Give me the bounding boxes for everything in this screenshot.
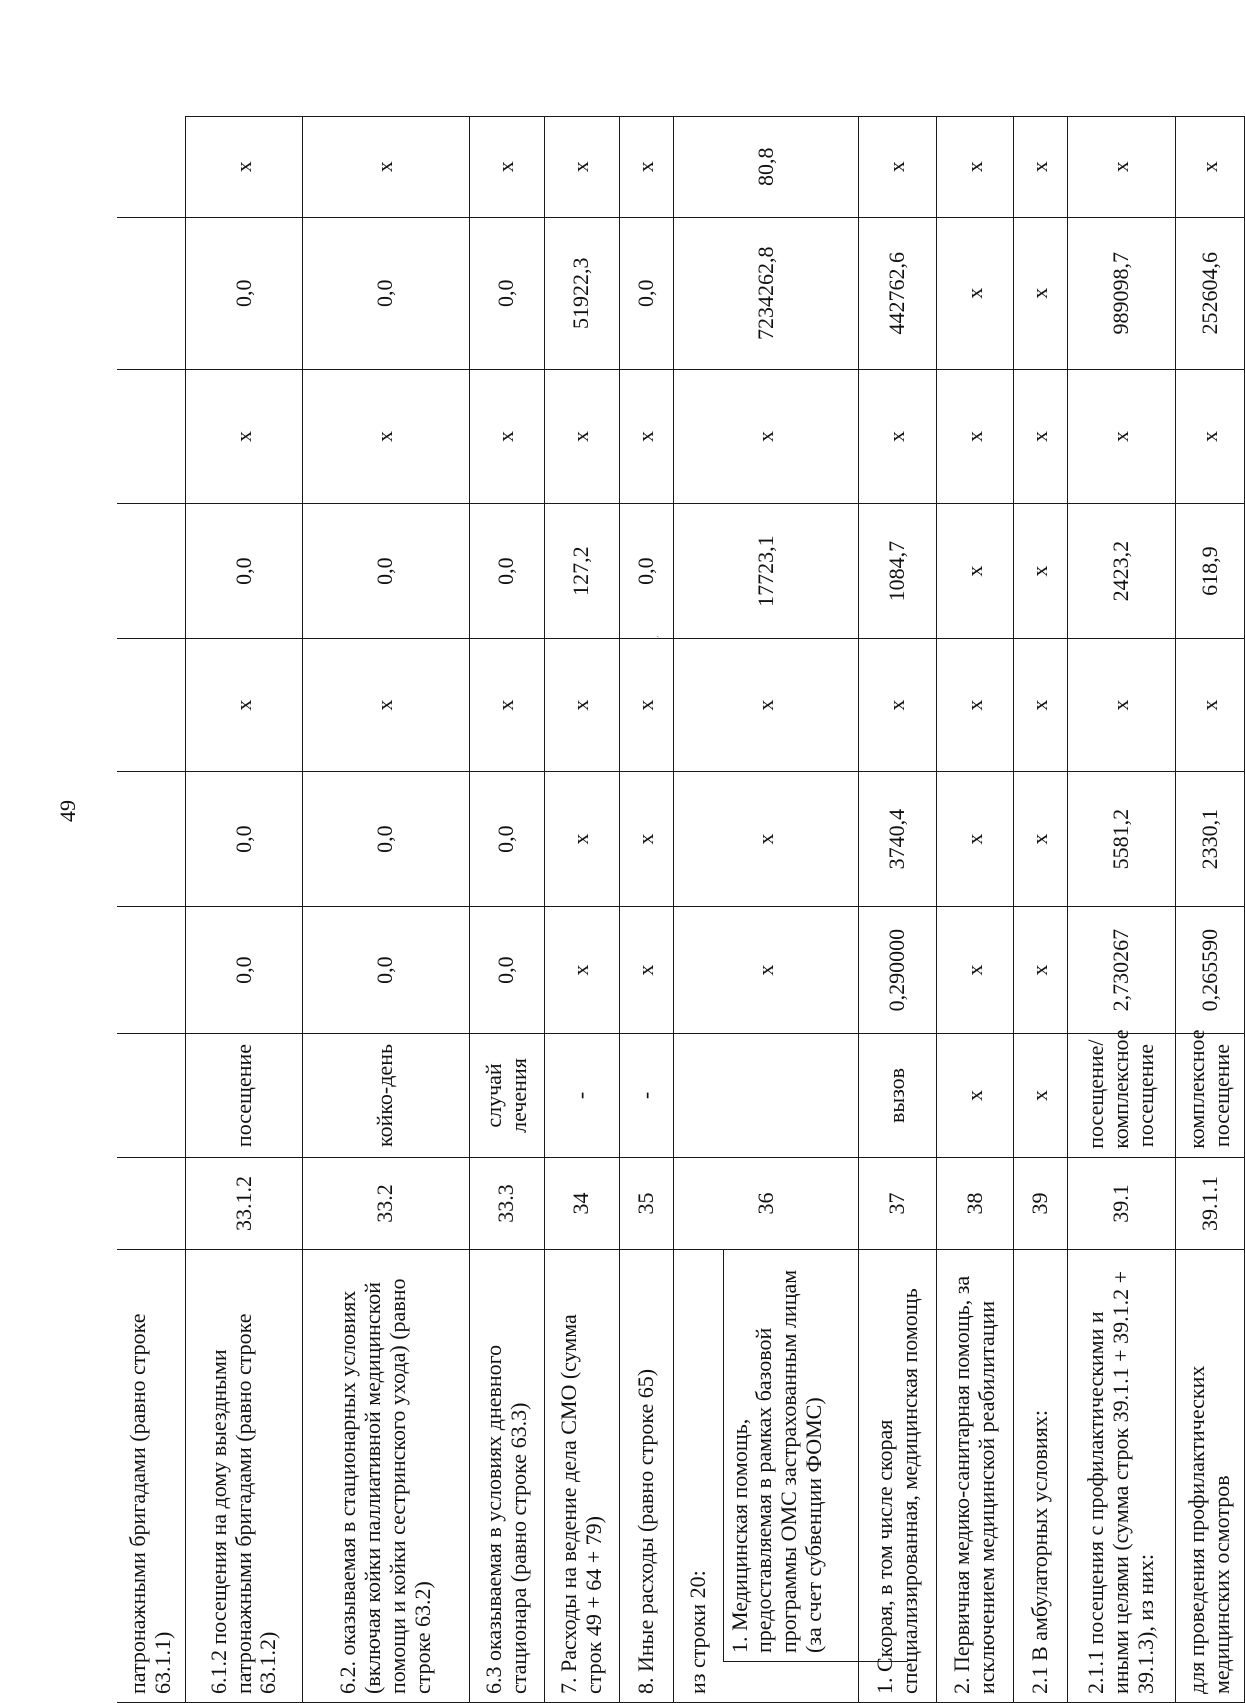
cell-c7: х xyxy=(1014,370,1068,504)
cell-c5: х xyxy=(619,639,673,772)
cell-c8: 51922,3 xyxy=(544,217,619,369)
cell-c4: 3740,4 xyxy=(859,771,936,906)
row-name xyxy=(673,1250,859,1703)
cell-unit: посещение/комплексное посещение xyxy=(1068,1034,1176,1158)
cell-code: 33.2 xyxy=(303,1157,470,1249)
cell-c3: х xyxy=(673,907,859,1034)
table-row xyxy=(1014,117,1068,1703)
row-name: 1. Скорая, в том числе скорая специализированная, медицинская помощь xyxy=(859,1250,936,1703)
cell-c9: х xyxy=(1014,117,1068,218)
cell-code: 33.3 xyxy=(469,1157,544,1249)
cell-c9: х xyxy=(1068,117,1176,218)
cell-code xyxy=(117,1157,185,1249)
cell-c4 xyxy=(117,771,185,906)
cell-c4: 0,0 xyxy=(469,771,544,906)
cell-c9: 80,8 xyxy=(673,117,859,218)
cell-c9: х xyxy=(1176,117,1245,218)
cell-c5 xyxy=(117,639,185,772)
cell-c7: х xyxy=(1068,370,1176,504)
cell-c8 xyxy=(117,217,185,369)
row-name: 6.1.2 посещения на дому выездными патронажными бригадами (равно строке 63.1.2) xyxy=(185,1250,302,1703)
cell-c8: 442762,6 xyxy=(859,217,936,369)
cell-c9: х xyxy=(185,117,302,218)
cell-c4: х xyxy=(1014,771,1068,906)
cell-c3: 0,290000 xyxy=(859,907,936,1034)
cell-c8: 0,0 xyxy=(469,217,544,369)
cell-c6: 1084,7 xyxy=(859,504,936,639)
cell-c3: х xyxy=(1014,907,1068,1034)
cell-c3: 0,0 xyxy=(185,907,302,1034)
cell-c7: х xyxy=(619,370,673,504)
cell-unit: посещение xyxy=(185,1034,302,1158)
data-table xyxy=(117,116,1245,1703)
cell-code: 34 xyxy=(544,1157,619,1249)
cell-c5: х xyxy=(1176,639,1245,772)
cell-c9: х xyxy=(859,117,936,218)
cell-c9: х xyxy=(936,117,1013,218)
row-name: 2.1.1 посещения с профилактическими и иными целями (сумма строк 39.1.1 + 39.1.2 + 39.1.3), из них: xyxy=(1068,1250,1176,1703)
table-row xyxy=(673,117,859,1703)
cell-c3: х xyxy=(936,907,1013,1034)
cell-c6: х xyxy=(1014,504,1068,639)
cell-c5: х xyxy=(859,639,936,772)
table-row xyxy=(469,117,544,1703)
cell-c6: 618,9 xyxy=(1176,504,1245,639)
row-name: 7. Расходы на ведение дела СМО (сумма строк 49 + 64 + 79) xyxy=(544,1250,619,1703)
cell-c6: 0,0 xyxy=(185,504,302,639)
rotated-table-container xyxy=(117,116,1245,1703)
cell-c9: х xyxy=(544,117,619,218)
cell-c6: 17723,1 xyxy=(673,504,859,639)
cell-unit: вызов xyxy=(859,1034,936,1158)
cell-c4: х xyxy=(619,771,673,906)
row-name: 6.2. оказываемая в стационарных условиях (включая койки паллиативной медицинской помощи и койки сестринского ухода) (равно строке 63.2) xyxy=(303,1250,470,1703)
row-name: 6.3 оказываемая в условиях дневного стационара (равно строке 63.3) xyxy=(469,1250,544,1703)
cell-c4: х xyxy=(544,771,619,906)
cell-c7: х xyxy=(303,370,470,504)
cell-c8: 0,0 xyxy=(303,217,470,369)
cell-c7: х xyxy=(859,370,936,504)
cell-c7 xyxy=(117,370,185,504)
row-name: патронажными бригадами (равно строке 63.1.1) xyxy=(117,1250,185,1703)
table-row xyxy=(859,117,936,1703)
cell-code: 39.1.1 xyxy=(1176,1157,1245,1249)
cell-c5: х xyxy=(1068,639,1176,772)
cell-c3: х xyxy=(619,907,673,1034)
cell-c9: х xyxy=(303,117,470,218)
table-row xyxy=(117,117,185,1703)
cell-c4: 0,0 xyxy=(185,771,302,906)
cell-c6: 2423,2 xyxy=(1068,504,1176,639)
cell-c8: 0,0 xyxy=(185,217,302,369)
cell-c9 xyxy=(117,117,185,218)
cell-c4: х xyxy=(936,771,1013,906)
cell-unit: - xyxy=(619,1034,673,1158)
cell-c5: х xyxy=(673,639,859,772)
cell-c5: х xyxy=(1014,639,1068,772)
cell-c6: 127,2 xyxy=(544,504,619,639)
row-name: для проведения профилактических медицинских осмотров xyxy=(1176,1250,1245,1703)
row-name: 2. Первичная медико-санитарная помощь, за исключением медицинской реабилитации xyxy=(936,1250,1013,1703)
cell-unit: х xyxy=(936,1034,1013,1158)
cell-unit xyxy=(117,1034,185,1158)
cell-c6: х xyxy=(936,504,1013,639)
table-row xyxy=(936,117,1013,1703)
cell-c5: х xyxy=(544,639,619,772)
cell-unit: случай лечения xyxy=(469,1034,544,1158)
cell-unit: комплексное посещение xyxy=(1176,1034,1245,1158)
cell-c6: 0,0 xyxy=(619,504,673,639)
cell-c6: 0,0 xyxy=(303,504,470,639)
cell-c4: х xyxy=(673,771,859,906)
cell-code: 38 xyxy=(936,1157,1013,1249)
cell-c7: х xyxy=(185,370,302,504)
scan-speck: ˏ xyxy=(656,626,660,638)
cell-c8: 252604,6 xyxy=(1176,217,1245,369)
cell-c9: х xyxy=(469,117,544,218)
cell-c3: 0,265590 xyxy=(1176,907,1245,1034)
cell-c9: х xyxy=(619,117,673,218)
row-name: 8. Иные расходы (равно строке 65) xyxy=(619,1250,673,1703)
cell-c8: х xyxy=(936,217,1013,369)
cell-c4: 5581,2 xyxy=(1068,771,1176,906)
row-name: 2.1 В амбулаторных условиях: xyxy=(1014,1250,1068,1703)
cell-c4: 0,0 xyxy=(303,771,470,906)
cell-code: 39.1 xyxy=(1068,1157,1176,1249)
cell-c6: 0,0 xyxy=(469,504,544,639)
cell-c5: х xyxy=(303,639,470,772)
cell-c8: х xyxy=(1014,217,1068,369)
cell-c8: 989098,7 xyxy=(1068,217,1176,369)
page-number: 49 xyxy=(55,800,80,822)
cell-c7: х xyxy=(673,370,859,504)
table-row xyxy=(303,117,470,1703)
cell-unit: койко-день xyxy=(303,1034,470,1158)
cell-c6 xyxy=(117,504,185,639)
cell-c8: 7234262,8 xyxy=(673,217,859,369)
cell-unit xyxy=(673,1034,859,1158)
cell-c4: 2330,1 xyxy=(1176,771,1245,906)
cell-c5: х xyxy=(469,639,544,772)
table-row xyxy=(619,117,673,1703)
cell-c7: х xyxy=(544,370,619,504)
cell-c5: х xyxy=(936,639,1013,772)
cell-c5: х xyxy=(185,639,302,772)
cell-c8: 0,0 xyxy=(619,217,673,369)
row-name-sub: 1. Медицинская помощь, предоставляемая в рамках базовой программы ОМС застрахованным лицам (за счет субвенции ФОМС) xyxy=(723,1250,908,1662)
cell-unit: х xyxy=(1014,1034,1068,1158)
cell-c7: х xyxy=(469,370,544,504)
cell-c3: 2,730267 xyxy=(1068,907,1176,1034)
cell-unit: - xyxy=(544,1034,619,1158)
cell-code: 33.1.2 xyxy=(185,1157,302,1249)
row-name-head: из строки 20: xyxy=(684,1570,710,1694)
cell-c3 xyxy=(117,907,185,1034)
cell-c7: х xyxy=(1176,370,1245,504)
cell-c3: 0,0 xyxy=(303,907,470,1034)
table-row xyxy=(185,117,302,1703)
cell-c3: х xyxy=(544,907,619,1034)
table-row xyxy=(544,117,619,1703)
cell-c3: 0,0 xyxy=(469,907,544,1034)
table-row xyxy=(1068,117,1176,1703)
cell-c7: х xyxy=(936,370,1013,504)
cell-code: 36 xyxy=(673,1157,859,1249)
cell-code: 37 xyxy=(859,1157,936,1249)
table-body xyxy=(117,117,1245,1703)
cell-code: 39 xyxy=(1014,1157,1068,1249)
table-row xyxy=(1176,117,1245,1703)
cell-code: 35 xyxy=(619,1157,673,1249)
